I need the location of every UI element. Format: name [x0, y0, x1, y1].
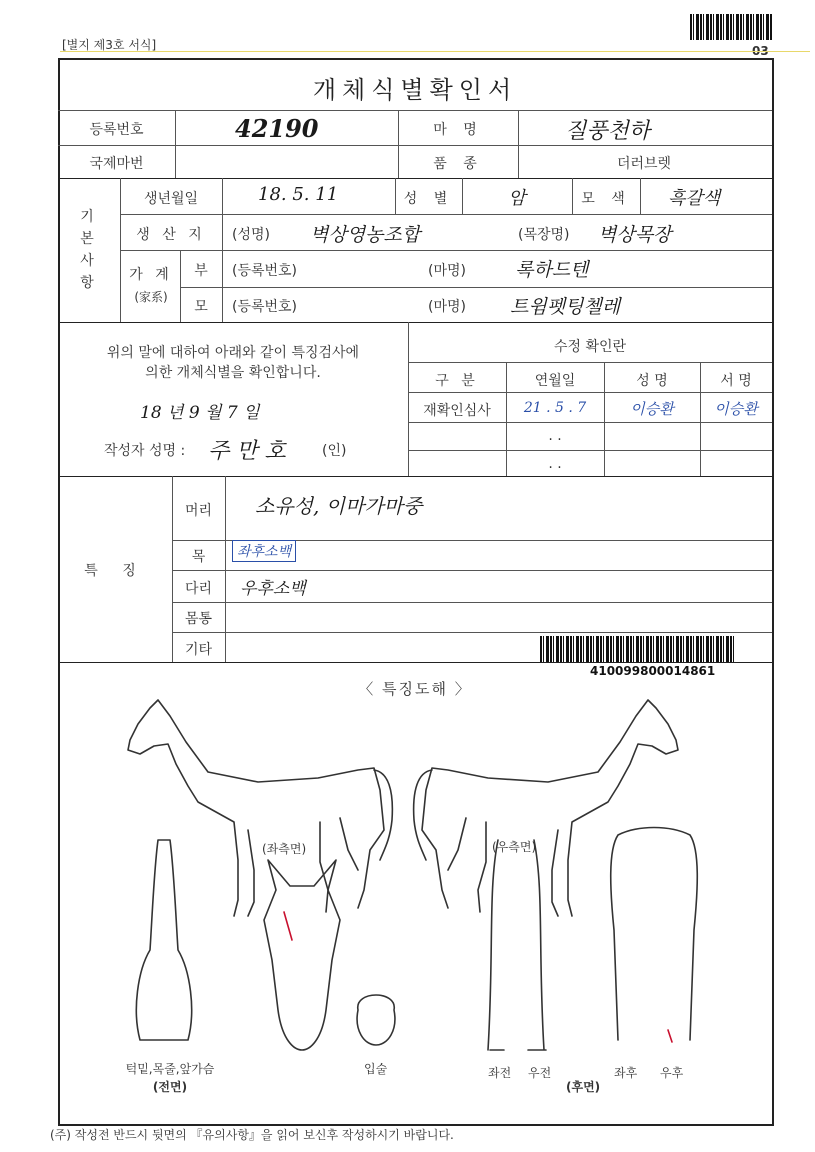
rev-header-type: 구 분	[435, 373, 479, 389]
pedigree-label: 가 계	[129, 267, 173, 283]
rev-line-1	[408, 362, 772, 363]
rev-row1-name: 이승환	[630, 400, 674, 418]
rev-row2-date: . .	[548, 428, 562, 444]
basic-row-3	[180, 287, 772, 288]
neck-label: 목	[191, 549, 206, 565]
birth-label: 생년월일	[143, 191, 199, 207]
reg-no-label: 등록번호	[89, 122, 144, 138]
origin-label: 생 산 지	[136, 227, 206, 243]
other-label: 기타	[184, 642, 213, 658]
diagram-barcode	[540, 636, 736, 662]
header-rule	[60, 51, 810, 52]
basic-row-4	[58, 322, 772, 323]
diagram-title: 〈 특징도해 〉	[358, 680, 472, 698]
features-label: 특 징	[84, 563, 146, 579]
left-side-label: (좌측면)	[262, 842, 307, 856]
horse-name-value: 질풍천하	[565, 119, 651, 144]
reg-row-line	[58, 145, 772, 146]
head-label: 머리	[184, 503, 213, 519]
breed-value: 더러브렛	[616, 156, 672, 172]
page-code: 03	[752, 44, 769, 58]
dam-name-value: 트윔펫팅첼레	[510, 296, 621, 318]
rev-line-2	[408, 392, 772, 393]
confirm-bottom	[58, 476, 772, 477]
farm-value: 벽상목장	[598, 224, 672, 246]
lips-view	[357, 995, 395, 1045]
reg-col-1	[175, 110, 176, 178]
reg-row-line-2	[58, 178, 772, 179]
sire-name-value: 록하드텐	[515, 259, 589, 281]
front-neck-view	[136, 840, 191, 1040]
breed-label: 품 종	[433, 156, 483, 172]
rear-label: (후면)	[566, 1080, 601, 1094]
statement-line-2: 의한 개체식별을 확인합니다.	[145, 365, 321, 381]
sex-value: 암	[508, 188, 526, 209]
rev-row3-date: . .	[548, 456, 562, 472]
head-value: 소유성, 이마가마중	[255, 494, 423, 518]
front-legs-view	[488, 840, 546, 1050]
revision-title: 수정 확인란	[553, 339, 627, 355]
front-label: (전면)	[152, 1080, 188, 1094]
legs-label: 다리	[184, 581, 213, 597]
sire-label: 부	[194, 263, 208, 279]
right-front-label: 우전	[528, 1066, 552, 1080]
head-front-view	[264, 860, 340, 1050]
sex-label: 성 별	[403, 191, 454, 207]
left-front-label: 좌전	[488, 1066, 512, 1080]
rev-header-sign: 서 명	[720, 373, 752, 389]
neck-value: 좌후소백	[232, 540, 296, 562]
barcode-number: 410099800014861	[590, 664, 716, 678]
feat-row-2	[172, 570, 772, 571]
right-side-label: (우측면)	[492, 840, 537, 854]
basic-row-1	[120, 214, 772, 215]
statement-line-1: 위의 말에 대하여 아래와 같이 특징검사에	[106, 345, 360, 361]
right-side-horse	[414, 700, 678, 916]
rev-header-name: 성 명	[636, 373, 668, 389]
origin-name-value: 벽상영농조합	[310, 224, 421, 246]
feat-row-5	[58, 662, 772, 663]
left-side-horse	[128, 700, 392, 916]
pedigree-sub: (家系)	[134, 290, 168, 304]
right-hind-label: 우후	[660, 1066, 684, 1080]
farm-label: (목장명)	[518, 227, 570, 243]
dam-reg-label: (등록번호)	[232, 299, 298, 315]
rev-row1-type: 재확인심사	[423, 403, 491, 419]
basic-section-label: 기 본 사 항	[80, 209, 94, 291]
rev-row1-date: 21 . 5 . 7	[523, 400, 587, 416]
rev-header-date: 연월일	[534, 373, 576, 389]
title-rule	[58, 110, 772, 111]
feat-row-4	[172, 632, 772, 633]
birth-value: 18. 5. 11	[258, 184, 339, 205]
top-barcode	[690, 14, 772, 40]
origin-name-label: (성명)	[232, 227, 270, 243]
color-value: 흑갈색	[668, 188, 721, 209]
body-label: 몸통	[184, 611, 213, 627]
intl-no-label: 국제마번	[89, 156, 144, 172]
reg-no-value: 42190	[235, 114, 319, 143]
sire-reg-label: (등록번호)	[232, 263, 298, 279]
form-label: [별지 제3호 서식]	[62, 38, 157, 52]
front-caption: 턱밑,목줄,앞가슴	[125, 1062, 215, 1076]
dam-label: 모	[194, 299, 208, 315]
feat-row-3	[172, 602, 772, 603]
rev-line-4	[408, 450, 772, 451]
basic-col-1	[222, 178, 223, 322]
author-seal: (인)	[322, 443, 347, 459]
sire-name-label: (마명)	[428, 263, 466, 279]
rev-row1-sign: 이승환	[714, 400, 758, 418]
color-label: 모 색	[581, 191, 631, 207]
author-label: 작성자 성명 :	[104, 443, 186, 459]
document-title: 개체식별확인서	[312, 76, 518, 104]
lips-label: 입술	[364, 1062, 388, 1076]
basic-row-2	[120, 250, 772, 251]
author-value: 주 만 호	[208, 439, 286, 464]
feat-col-2	[225, 476, 226, 662]
horse-name-label: 마 명	[433, 122, 483, 138]
horse-diagrams	[58, 690, 772, 1110]
footer-note: (주) 작성전 반드시 뒷면의 『유의사항』을 읽어 보신후 작성하시기 바랍니다.	[50, 1128, 454, 1142]
basic-col-color-r	[640, 178, 641, 214]
dam-name-label: (마명)	[428, 299, 466, 315]
legs-value: 우후소백	[240, 579, 306, 599]
left-hind-label: 좌후	[614, 1066, 638, 1080]
confirm-date: 18 년 9 월 7 일	[140, 403, 260, 423]
rev-line-3	[408, 422, 772, 423]
rear-view	[611, 828, 698, 1043]
